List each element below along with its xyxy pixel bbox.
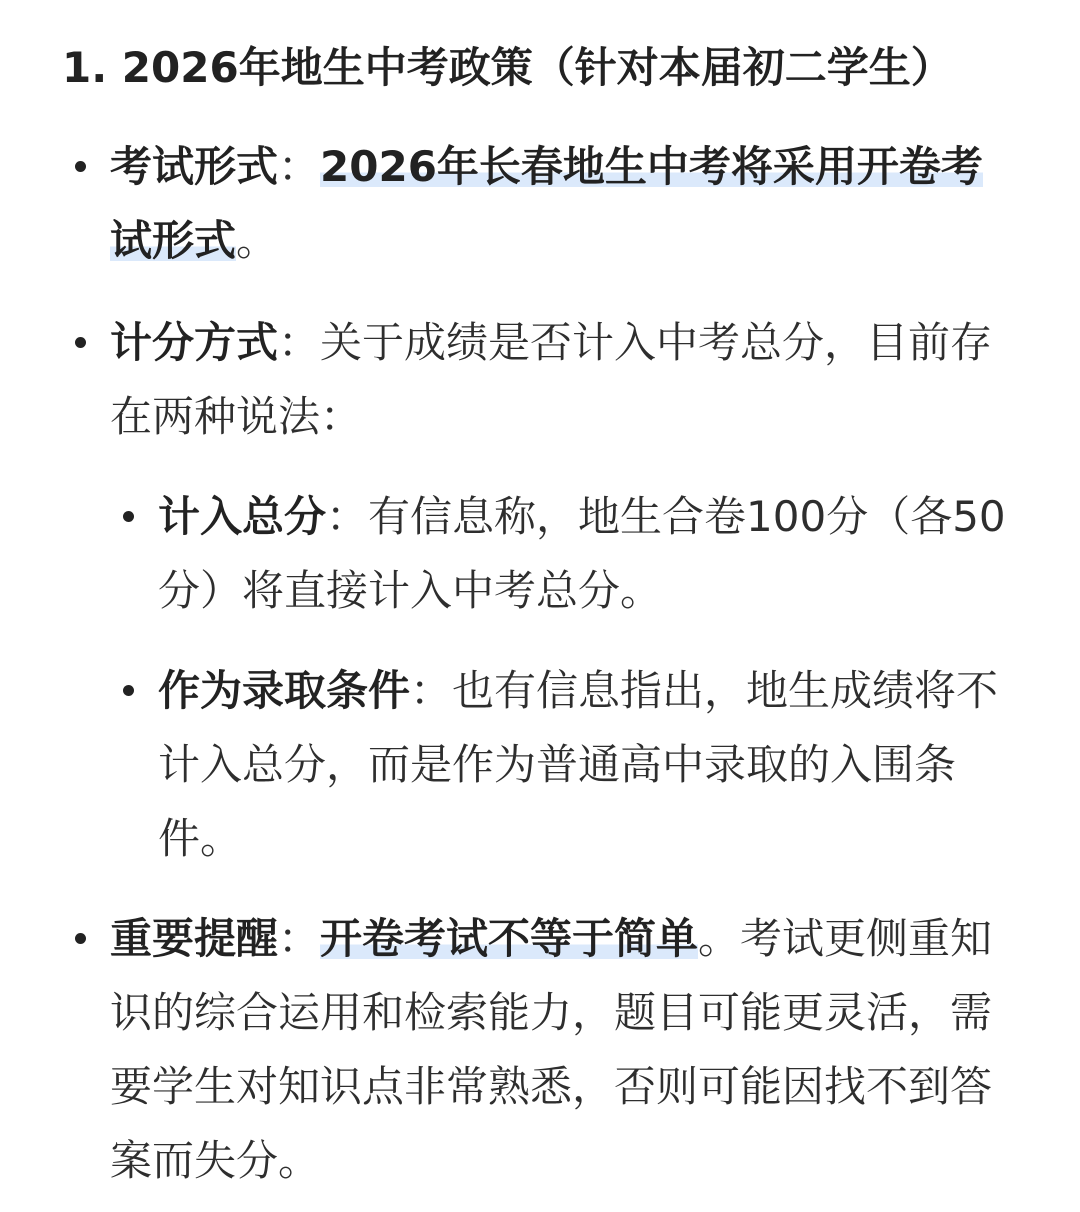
item-separator: ： xyxy=(278,142,321,191)
bullet-dot-icon xyxy=(123,511,134,522)
sub-list-item-admission-condition xyxy=(158,654,1018,876)
list-item-text xyxy=(110,130,1010,278)
item-label: 作为录取条件 xyxy=(158,666,411,715)
item-separator: ： xyxy=(278,914,321,963)
item-label: 考试形式 xyxy=(110,142,279,191)
bullet-dot-icon xyxy=(75,933,86,944)
highlighted-text: 开卷考试不等于简单 xyxy=(320,914,699,963)
highlighted-text: 2026年长春地生中考将采用开卷考试形式 xyxy=(110,142,983,265)
bullet-dot-icon xyxy=(75,161,86,172)
item-body: 也有信息指出，地生成绩将不计入总分，而是作为普通高中录取的入围条件。 xyxy=(158,666,999,863)
bullet-dot-icon xyxy=(123,685,134,696)
item-separator: ： xyxy=(326,492,369,541)
sub-list-item-total-score xyxy=(158,480,1018,628)
list-item-text xyxy=(158,654,1018,876)
item-separator: ： xyxy=(410,666,453,715)
list-item-text xyxy=(110,306,1010,454)
item-label: 计入总分 xyxy=(158,492,327,541)
item-separator: ： xyxy=(278,318,321,367)
list-item-scoring-method xyxy=(110,306,1010,454)
section-heading: 1. 2026年地生中考政策（针对本届初二学生） xyxy=(62,43,953,92)
list-item-text xyxy=(158,480,1018,628)
item-body: 。考试更侧重知识的综合运用和检索能力，题目可能更灵活，需要学生对知识点非常熟悉，否则可能因找不到答案而失分。 xyxy=(110,914,993,1185)
item-label: 计分方式 xyxy=(110,318,279,367)
bullet-dot-icon xyxy=(75,337,86,348)
list-item-text xyxy=(110,902,1010,1198)
list-item-important-reminder xyxy=(110,902,1010,1198)
item-body: 有信息称，地生合卷100分（各50分）将直接计入中考总分。 xyxy=(158,492,1006,615)
item-body: 。 xyxy=(236,216,279,265)
item-label: 重要提醒 xyxy=(110,914,279,963)
list-item-exam-format xyxy=(110,130,1010,278)
item-body: 关于成绩是否计入中考总分，目前存在两种说法： xyxy=(110,318,993,441)
